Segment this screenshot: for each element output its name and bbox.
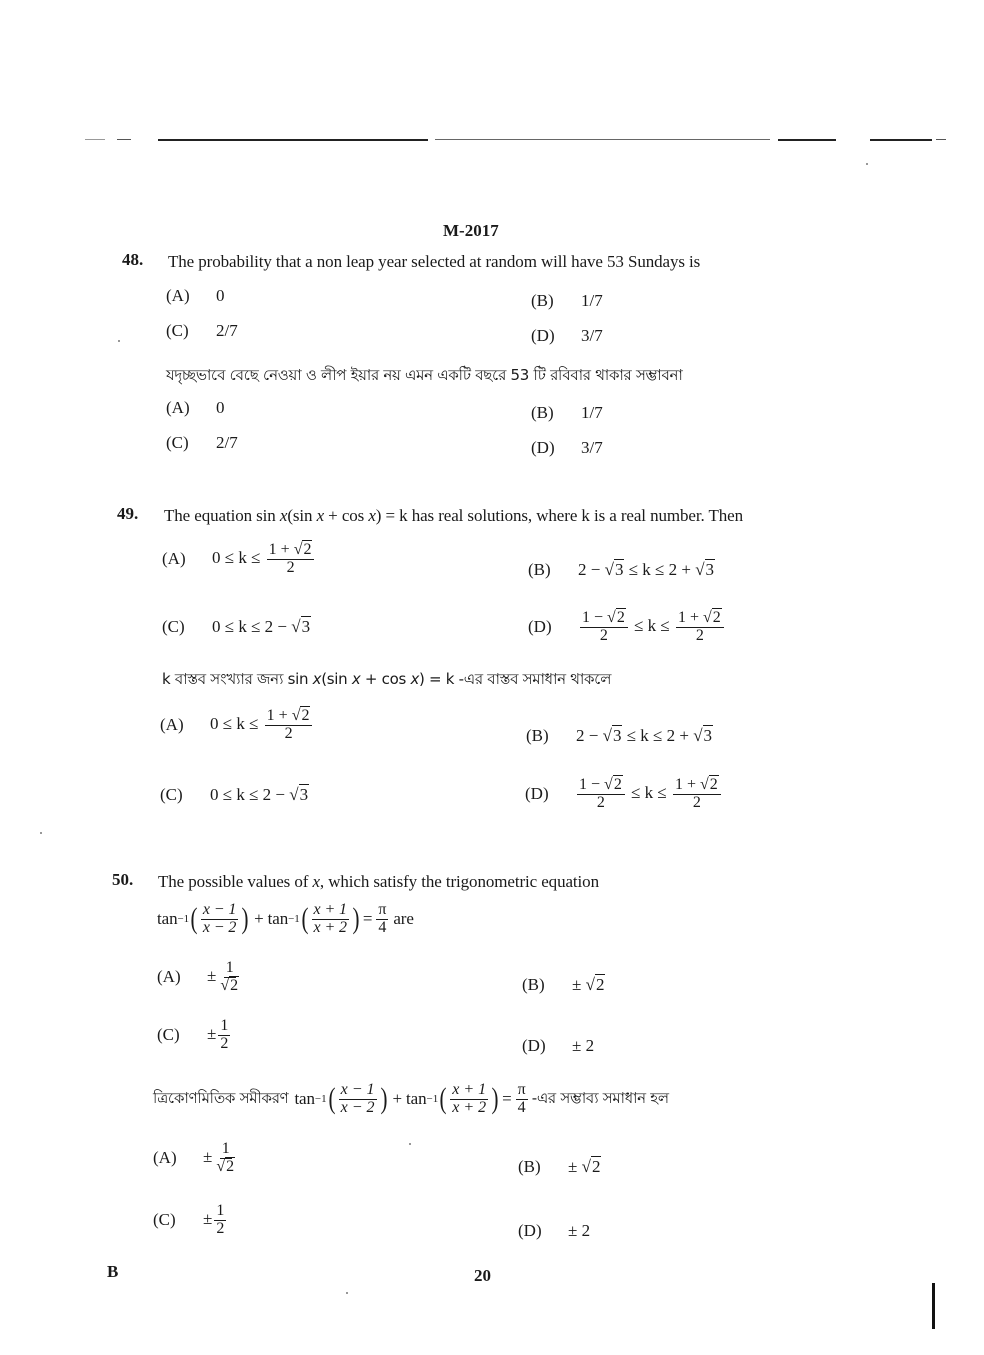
q48-option-a[interactable] <box>166 286 225 306</box>
option-label: (D) <box>525 784 549 804</box>
q50-option-a[interactable] <box>157 960 243 995</box>
top-rule-1 <box>85 139 105 140</box>
option-label: (A) <box>166 398 190 417</box>
option-value: ± 2 <box>572 1036 595 1055</box>
question-48-text: The probability that a non leap year selected at random will have 53 Sundays is <box>168 252 701 271</box>
option-value: $\frac{1 - √2}{2}$ ≤ k ≤ $\frac{1 + √2}{2}$ <box>575 777 723 812</box>
q50-bn-option-b[interactable] <box>518 1157 601 1177</box>
question-number-48: 48. <box>122 250 144 269</box>
q49-bn-option-a[interactable] <box>160 708 314 743</box>
q49-bn-option-d[interactable] <box>525 777 723 812</box>
option-label: (C) <box>160 785 183 804</box>
paper-code: M-2017 <box>443 221 499 240</box>
option-value: 1/7 <box>581 403 603 422</box>
q50-bn-option-c[interactable] <box>153 1203 228 1238</box>
q50-bn-option-d[interactable] <box>518 1221 590 1241</box>
question-48-bengali-text: যদৃচ্ছভাবে বেছে নেওয়া ও লীপ ইয়ার নয় এমন একটি বছরে 53 টি রবিবার থাকার সম্ভাবনা <box>166 366 683 384</box>
option-label: (D) <box>522 1036 546 1055</box>
option-value: 0 ≤ k ≤ $\frac{1 + √2}{2}$ <box>210 708 314 743</box>
top-rule-5 <box>778 139 836 141</box>
option-label: (C) <box>157 1025 180 1045</box>
option-value: 0 ≤ k ≤ 2 − √3 <box>212 617 311 636</box>
option-label: (B) <box>531 403 554 422</box>
question-49-text: The equation sin x(sin x + cos x) = k has real solutions, where k is a real number. Then <box>164 506 743 525</box>
option-label: (D) <box>518 1221 542 1240</box>
speck <box>346 1292 348 1294</box>
page-number: 20 <box>474 1266 491 1285</box>
option-label: (C) <box>162 617 185 636</box>
q50-option-d[interactable] <box>522 1036 594 1056</box>
top-rule-3 <box>158 139 428 141</box>
speck <box>118 340 120 342</box>
q50-option-c[interactable] <box>157 1018 232 1053</box>
option-value: 0 ≤ k ≤ 2 − √3 <box>210 785 309 804</box>
option-label: (A) <box>160 715 184 735</box>
option-value: 1/7 <box>581 291 603 310</box>
option-label: (B) <box>522 975 545 994</box>
question-number-50: 50. <box>112 870 134 889</box>
option-value: 2 − √3 ≤ k ≤ 2 + √3 <box>576 726 713 745</box>
booklet-set-label: B <box>107 1262 119 1281</box>
question-number-49: 49. <box>117 504 139 523</box>
q49-option-a[interactable] <box>162 542 316 577</box>
speck <box>40 832 42 834</box>
q49-option-c[interactable] <box>162 617 311 637</box>
q48-bn-option-a[interactable] <box>166 398 225 418</box>
margin-mark <box>932 1283 935 1329</box>
option-label: (D) <box>531 438 555 457</box>
option-value: 2 − √3 ≤ k ≤ 2 + √3 <box>578 560 715 579</box>
option-value: ± $\frac{1}{2}$ <box>207 1017 229 1052</box>
q48-option-d[interactable] <box>531 326 603 346</box>
q48-bn-option-c[interactable] <box>166 433 238 453</box>
question-50-bengali-text: ত্রিকোণমিতিক সমীকরণ tan −1 ( $\frac{x - 1}{x - 2}$ ) + tan −1 ( $\frac{x + 1}{x + 2}$ ) = $\frac{\pi}{4}$ -এর সম্ভাব্য সমাধান হল <box>153 1081 669 1116</box>
option-value: 3/7 <box>581 438 603 457</box>
option-value: ± $\frac{1}{2}$ <box>203 1202 225 1237</box>
option-value: 3/7 <box>581 326 603 345</box>
option-value: ± √2 <box>568 1157 601 1176</box>
option-label: (B) <box>518 1157 541 1176</box>
option-label: (B) <box>526 726 549 745</box>
option-label: (C) <box>153 1210 176 1230</box>
question-49-bengali-text: k বাস্তব সংখ্যার জন্য sin x(sin x + cos x) = k -এর বাস্তব সমাধান থাকলে <box>162 670 612 688</box>
option-value: ± $\frac{1}{√2}$ <box>207 959 239 994</box>
option-label: (D) <box>528 617 552 637</box>
option-value: 0 ≤ k ≤ $\frac{1 + √2}{2}$ <box>212 542 316 577</box>
option-label: (A) <box>166 286 190 305</box>
q49-bn-option-c[interactable] <box>160 785 309 805</box>
option-value: 0 <box>216 398 225 417</box>
option-value: ± $\frac{1}{√2}$ <box>203 1140 235 1175</box>
top-rule-2 <box>117 139 131 140</box>
q49-bn-option-b[interactable] <box>526 726 713 746</box>
q49-option-b[interactable] <box>528 560 715 580</box>
q48-bn-option-d[interactable] <box>531 438 603 458</box>
option-label: (C) <box>166 321 189 340</box>
q49-option-d[interactable] <box>528 610 726 645</box>
option-value: ± √2 <box>572 975 605 994</box>
speck <box>409 1143 411 1145</box>
q48-bn-option-b[interactable] <box>531 403 603 423</box>
option-label: (A) <box>153 1148 177 1168</box>
option-value: ± 2 <box>568 1221 591 1240</box>
option-label: (C) <box>166 433 189 452</box>
top-rule-7 <box>936 139 946 140</box>
option-label: (A) <box>157 967 181 987</box>
top-rule-4 <box>435 139 770 140</box>
option-label: (B) <box>531 291 554 310</box>
option-value: $\frac{1 - √2}{2}$ ≤ k ≤ $\frac{1 + √2}{2}$ <box>578 610 726 645</box>
option-label: (A) <box>162 549 186 569</box>
q50-option-b[interactable] <box>522 975 605 995</box>
speck <box>866 163 868 165</box>
q48-option-b[interactable] <box>531 291 603 311</box>
question-50-text: The possible values of x, which satisfy the trigonometric equation <box>158 872 599 891</box>
q48-option-c[interactable] <box>166 321 238 341</box>
option-value: 0 <box>216 286 225 305</box>
option-value: 2/7 <box>216 433 238 452</box>
top-rule-6 <box>870 139 932 141</box>
option-value: 2/7 <box>216 321 238 340</box>
option-label: (B) <box>528 560 551 579</box>
q50-bn-option-a[interactable] <box>153 1141 239 1176</box>
option-label: (D) <box>531 326 555 345</box>
q50-equation: tan −1 ( $\frac{x - 1}{x - 2}$ ) + tan −1 ( $\frac{x + 1}{x + 2}$ ) = $\frac{\pi}{4}$ are <box>157 901 414 936</box>
